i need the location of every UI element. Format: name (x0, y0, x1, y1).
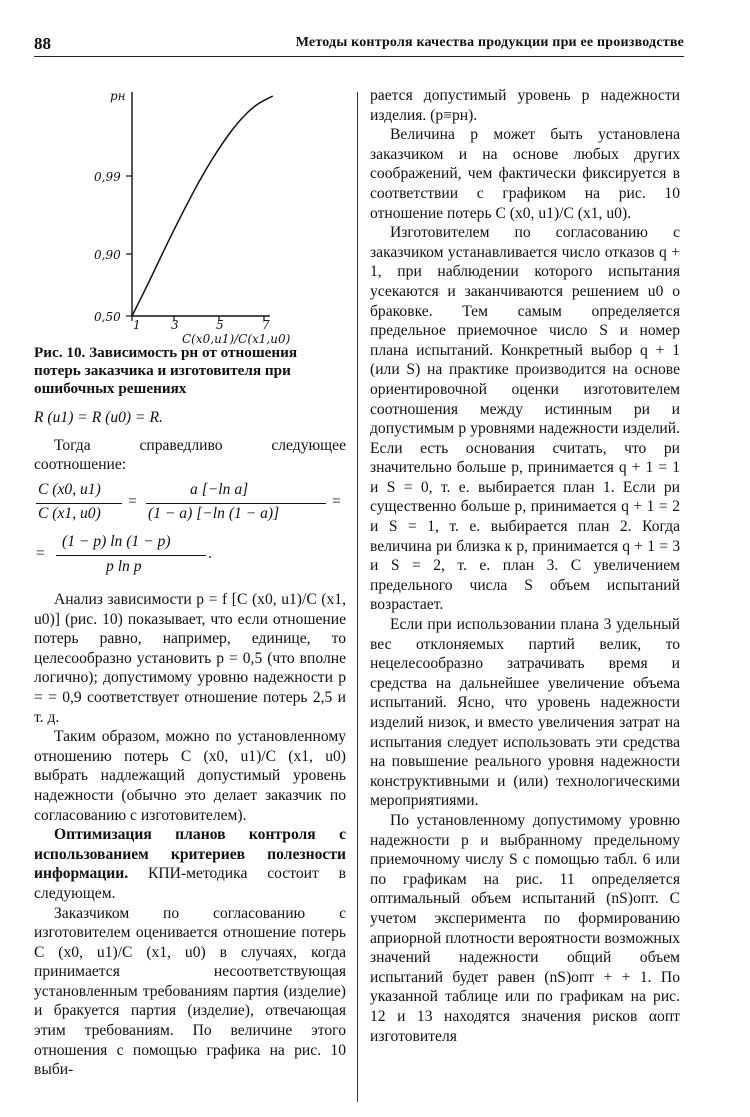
running-title: Методы контроля качества продукции при ее производстве (295, 35, 684, 50)
x-tick-label: 5 (216, 318, 224, 332)
equals-sign: = (332, 493, 341, 510)
paragraph-customer: Заказчиком по согласованию с изготовителем оценивается отношение потерь C (x0, u1)/C (x1, u0) в случаях, когда принимается несоответствующая установленным требованиям партия (изделие) и бракуется партия (изделие), отвечающая этим требованиям. По величине этого отношения с помощью графика на рис. 10 выби- (34, 904, 346, 1079)
paragraph-manufacturer: Изготовителем по согласованию с заказчиком устанавливается число отказов q + 1, при наблюдении которого испытания усекаются и заканчиваются решением u0 о браковке. Тем самым определяется предельное приемочное число S и номер плана испытаний. Конкретный выбор q + 1 (или S) на практике производится на основе ориентировочной оценки изготовителем соотношения между истинным pи и допустимым p уровнями надежности изделий. Если есть основания считать, что pи значительно больше p, принимается q + 1 = 1 и S = 0, т. е. выбирается план 1. Если pи существенно больше p, принимается q + 1 = 2 и S = 1, т. е. выбирается план 2. Когда величина pи близка к p, принимается q + 1 = 3 и S = 2, т. е. план 3. С увеличением предельного числа S объем испытаний возрастает. (370, 224, 680, 614)
equals-sign: = (128, 493, 137, 510)
caption-lead: Рис. 10. (34, 344, 86, 361)
paragraph-relation-intro: Тогда справедливо следующее соотношение: (34, 436, 346, 474)
right-column (370, 86, 680, 1046)
paragraph-thus: Таким образом, можно по установленному отношению потерь C (x0, u1)/C (x1, u0) выбрать надлежащий допустимый уровень надежности (обычно это делает заказчик по согласованию с изготовителем). (34, 728, 346, 824)
x-tick-label: 7 (262, 318, 270, 332)
formula-rhs2-num: (1 − p) ln (1 − p) (62, 533, 171, 550)
paragraph-kpi-heading (34, 825, 346, 903)
formula-rhs-num: a [−ln a] (190, 481, 249, 498)
kpi-heading: Оптимизация планов контроля с использованием критериев полезности информации. (34, 826, 346, 883)
x-tick-label: 3 (171, 318, 179, 332)
paragraph-plan3: Если при использовании плана 3 удельный вес отклоняемых партий велик, то нецелесообразно затрачивать время и средства на дальнейшее увеличение объема испытаний. Ясно, что уровень надежности изделий низок, и вместо увеличения затрат на испытания следует использовать эти средства на повышение реального уровня надежности конструктивными и (или) технологическими мероприятиями. (370, 616, 680, 810)
left-column (34, 408, 346, 475)
x-tick-label: 1 (133, 318, 141, 332)
caption-body: Зависимость pн от отношения потерь заказчика и изготовителя при ошибочных решениях (34, 344, 298, 397)
y-tick-label: 0,50 (94, 310, 121, 324)
figure-10-chart (34, 84, 346, 346)
equals-sign: = (36, 545, 45, 562)
paragraph-analysis: Анализ зависимости p = f [C (x0, u1)/C (x1, u0)] (рис. 10) показывает, что если отношение потерь равно, например, единице, то целесообразно установить p = 0,5 (что вполне логично); допустимому уровню надежности p = = 0,9 соответствует отношение потерь 2,5 и т. д. (34, 591, 346, 726)
curve-pн (132, 96, 273, 316)
kpi-heading-rest: КПИ-методика состоит в следующем. (34, 865, 346, 902)
figure-10 (34, 84, 346, 346)
page-number: 88 (34, 34, 51, 53)
formula-rhs2-den: p ln p (106, 558, 142, 575)
formula-lhs-den: C (x1, u0) (38, 505, 101, 522)
fraction-bar (56, 555, 206, 556)
page-header (34, 32, 684, 57)
left-column-body (34, 590, 346, 1080)
column-divider (357, 92, 358, 1102)
figure-caption (34, 344, 346, 398)
y-tick-label: 0,99 (94, 170, 121, 184)
y-axis-label: pн (110, 89, 126, 103)
formula-rhs-den: (1 − a) [−ln (1 − a)] (148, 505, 280, 522)
y-tick-label: 0,90 (94, 248, 121, 262)
paragraph-optimal-volume: По установленному допустимому уровню надежности p и выбранному предельному приемочному числу S с помощью табл. 6 или по графикам на рис. 11 определяется оптимальный объем испытаний (nS)опт. С учетом эксперимента по формированию априорной плотности вероятности возможных значений надежности общий объем испытаний будет равен (nS)опт + + 1. По указанной таблице или по графикам на рис. 12 и 13 находятся значения рисков αопт изготовителя (370, 811, 680, 1045)
equation-r: R (u1) = R (u0) = R. (34, 409, 163, 426)
paragraph-continued: рается допустимый уровень p надежности изделия. (p≡pн). (370, 87, 680, 124)
x-axis-label: C(x0,u1)/C(x1,u0) (182, 332, 291, 346)
formula-lhs-num: C (x0, u1) (38, 481, 101, 498)
paragraph-value-p: Величина p может быть установлена заказчиком и на основе любых других соображений, чем фактически фиксируется в соответствии с графиком на рис. 10 отношение потерь C (x0, u1)/C (x1, u0). (370, 126, 680, 222)
